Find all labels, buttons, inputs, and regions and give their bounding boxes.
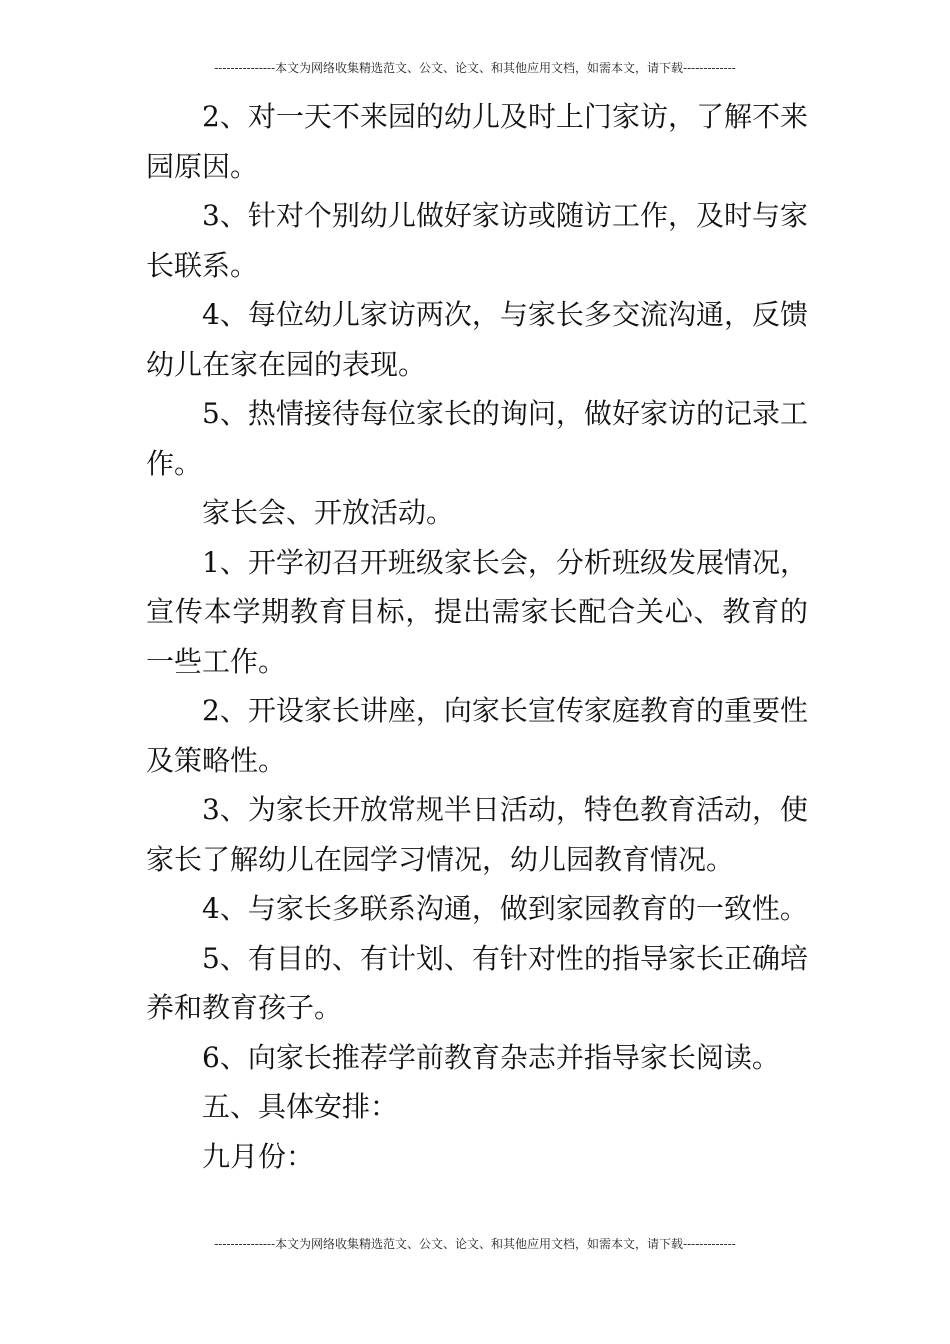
paragraph-twice-visit: 4、每位幼儿家访两次，与家长多交流沟通，反馈幼儿在家在园的表现。: [146, 298, 808, 381]
header-banner: ---------------本文为网络收集精选范文、公文、论文、和其他应用文档，如需本文，请下载-------------: [214, 61, 736, 75]
paragraph-guidance: 5、有目的、有计划、有针对性的指导家长正确培养和教育孩子。: [146, 941, 808, 1024]
paragraph-home-visit-absence: 2、对一天不来园的幼儿及时上门家访，了解不来园原因。: [146, 100, 808, 183]
footer-banner: ---------------本文为网络收集精选范文、公文、论文、和其他应用文档，如需本文，请下载-------------: [214, 1237, 736, 1251]
paragraph-individual-visit: 3、针对个别幼儿做好家访或随访工作，及时与家长联系。: [146, 199, 808, 282]
paragraph-parent-meeting: 1、开学初召开班级家长会，分析班级发展情况，宣传本学期教育目标，提出需家长配合关心、教育的一些工作。: [146, 545, 808, 678]
document-body: [146, 92, 808, 1181]
paragraph-magazine: 6、向家长推荐学前教育杂志并指导家长阅读。: [202, 1040, 780, 1074]
section-heading-parent-meeting: 家长会、开放活动。: [202, 496, 455, 529]
paragraph-parent-lecture: 2、开设家长讲座，向家长宣传家庭教育的重要性及策略性。: [146, 694, 808, 777]
section-heading-schedule: 五、具体安排：: [202, 1090, 399, 1123]
paragraph-communication: 4、与家长多联系沟通，做到家园教育的一致性。: [202, 892, 808, 925]
paragraph-open-activity: 3、为家长开放常规半日活动，特色教育活动，使家长了解幼儿在园学习情况，幼儿园教育情况。: [146, 793, 808, 876]
section-heading-september: 九月份：: [202, 1139, 315, 1173]
paragraph-reception: 5、热情接待每位家长的询问，做好家访的记录工作。: [146, 397, 808, 480]
